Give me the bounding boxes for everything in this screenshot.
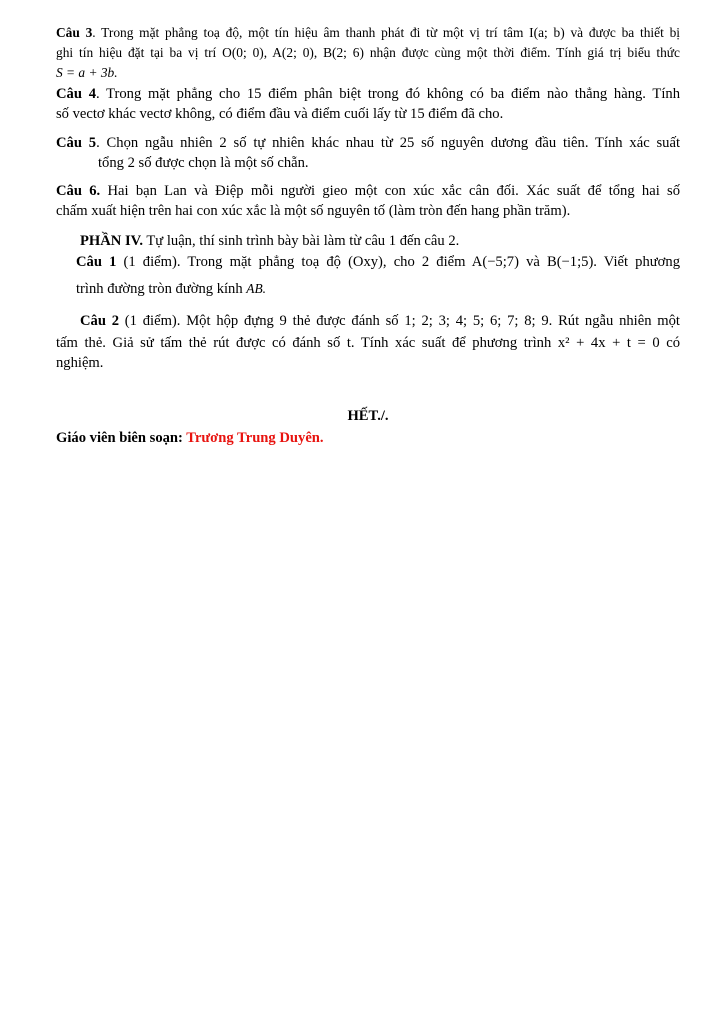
question-4-text-1: . Trong mặt phẳng cho 15 điểm phân biệt trong đó không có ba điểm nào thẳng hàng. Tính <box>96 86 680 102</box>
author-name: Trương Trung Duyên. <box>186 430 324 446</box>
essay-question-2-label: Câu 2 <box>80 313 120 329</box>
question-4-label: Câu 4 <box>56 86 96 102</box>
part-4-heading <box>80 231 680 251</box>
question-6-label: Câu 6. <box>56 183 101 199</box>
question-3-text-2: ghi tín hiệu đặt tại ba vị trí O(0; 0), A(2; 0), B(2; 6) nhận được cùng một thời điểm. Tính giá trị biểu thức <box>56 45 680 60</box>
question-3 <box>56 23 680 83</box>
question-6-text-2: chấm xuất hiện trên hai con xúc xắc là một số nguyên tố (làm tròn đến hang phần trăm). <box>56 203 571 219</box>
question-3-label: Câu 3 <box>56 25 93 40</box>
essay-question-1-text-1: (1 điểm). Trong mặt phẳng toạ độ (Oxy), cho 2 điểm A(−5;7) và B(−1;5). Viết phương <box>116 254 680 270</box>
question-6-text-1: Hai bạn Lan và Điệp mỗi người gieo một con xúc xắc cân đối. Xác suất để tổng hai số <box>100 183 681 199</box>
question-3-text-1: . Trong mặt phẳng toạ độ, một tín hiệu âm thanh phát đi từ một vị trí tâm I(a; b) và được ba thiết bị <box>92 25 680 40</box>
essay-question-2-text-3: nghiệm. <box>56 355 104 371</box>
part-4-label: PHẦN IV. <box>80 233 143 249</box>
part-4-text: Tự luận, thí sinh trình bày bài làm từ câu 1 đến câu 2. <box>142 233 460 249</box>
essay-question-2-line-1 <box>56 311 680 331</box>
question-5 <box>56 133 680 173</box>
question-6-line-1 <box>56 181 680 201</box>
question-4 <box>56 84 680 124</box>
question-3-line-1 <box>56 23 680 43</box>
question-3-line-2 <box>56 43 680 63</box>
question-5-label: Câu 5 <box>56 135 97 151</box>
essay-question-1-text-2: trình đường tròn đường kính <box>76 281 247 297</box>
essay-question-2 <box>56 311 680 373</box>
author-line <box>56 428 680 448</box>
question-4-line-1 <box>56 84 680 104</box>
essay-question-2-text-2: tấm thẻ. Giả sử tấm thẻ rút được có đánh số t. Tính xác suất để phương trình x² + 4x + t = 0 có <box>56 335 680 351</box>
essay-question-1 <box>76 252 680 299</box>
end-text: HẾT./. <box>347 408 389 424</box>
essay-question-1-label: Câu 1 <box>76 254 117 270</box>
question-5-text-2: tổng 2 số được chọn là một số chẵn. <box>98 155 309 171</box>
question-5-line-1 <box>56 133 680 153</box>
question-6 <box>56 181 680 221</box>
question-3-text-3: S = a + 3b. <box>56 65 118 80</box>
end-marker <box>56 406 680 426</box>
question-4-text-2: số vectơ khác vectơ không, có điểm đầu và điểm cuối lấy từ 15 điểm đã cho. <box>56 106 504 122</box>
essay-question-1-italic: AB. <box>246 281 267 296</box>
essay-question-1-line-1 <box>76 252 680 272</box>
question-5-text-1: . Chọn ngẫu nhiên 2 số tự nhiên khác nhau từ 25 số nguyên dương đầu tiên. Tính xác suất <box>96 135 680 151</box>
author-label: Giáo viên biên soạn: <box>56 430 187 446</box>
essay-question-2-text-1: (1 điểm). Một hộp đựng 9 thẻ được đánh số 1; 2; 3; 4; 5; 6; 7; 8; 9. Rút ngẫu nhiên một <box>119 313 680 329</box>
